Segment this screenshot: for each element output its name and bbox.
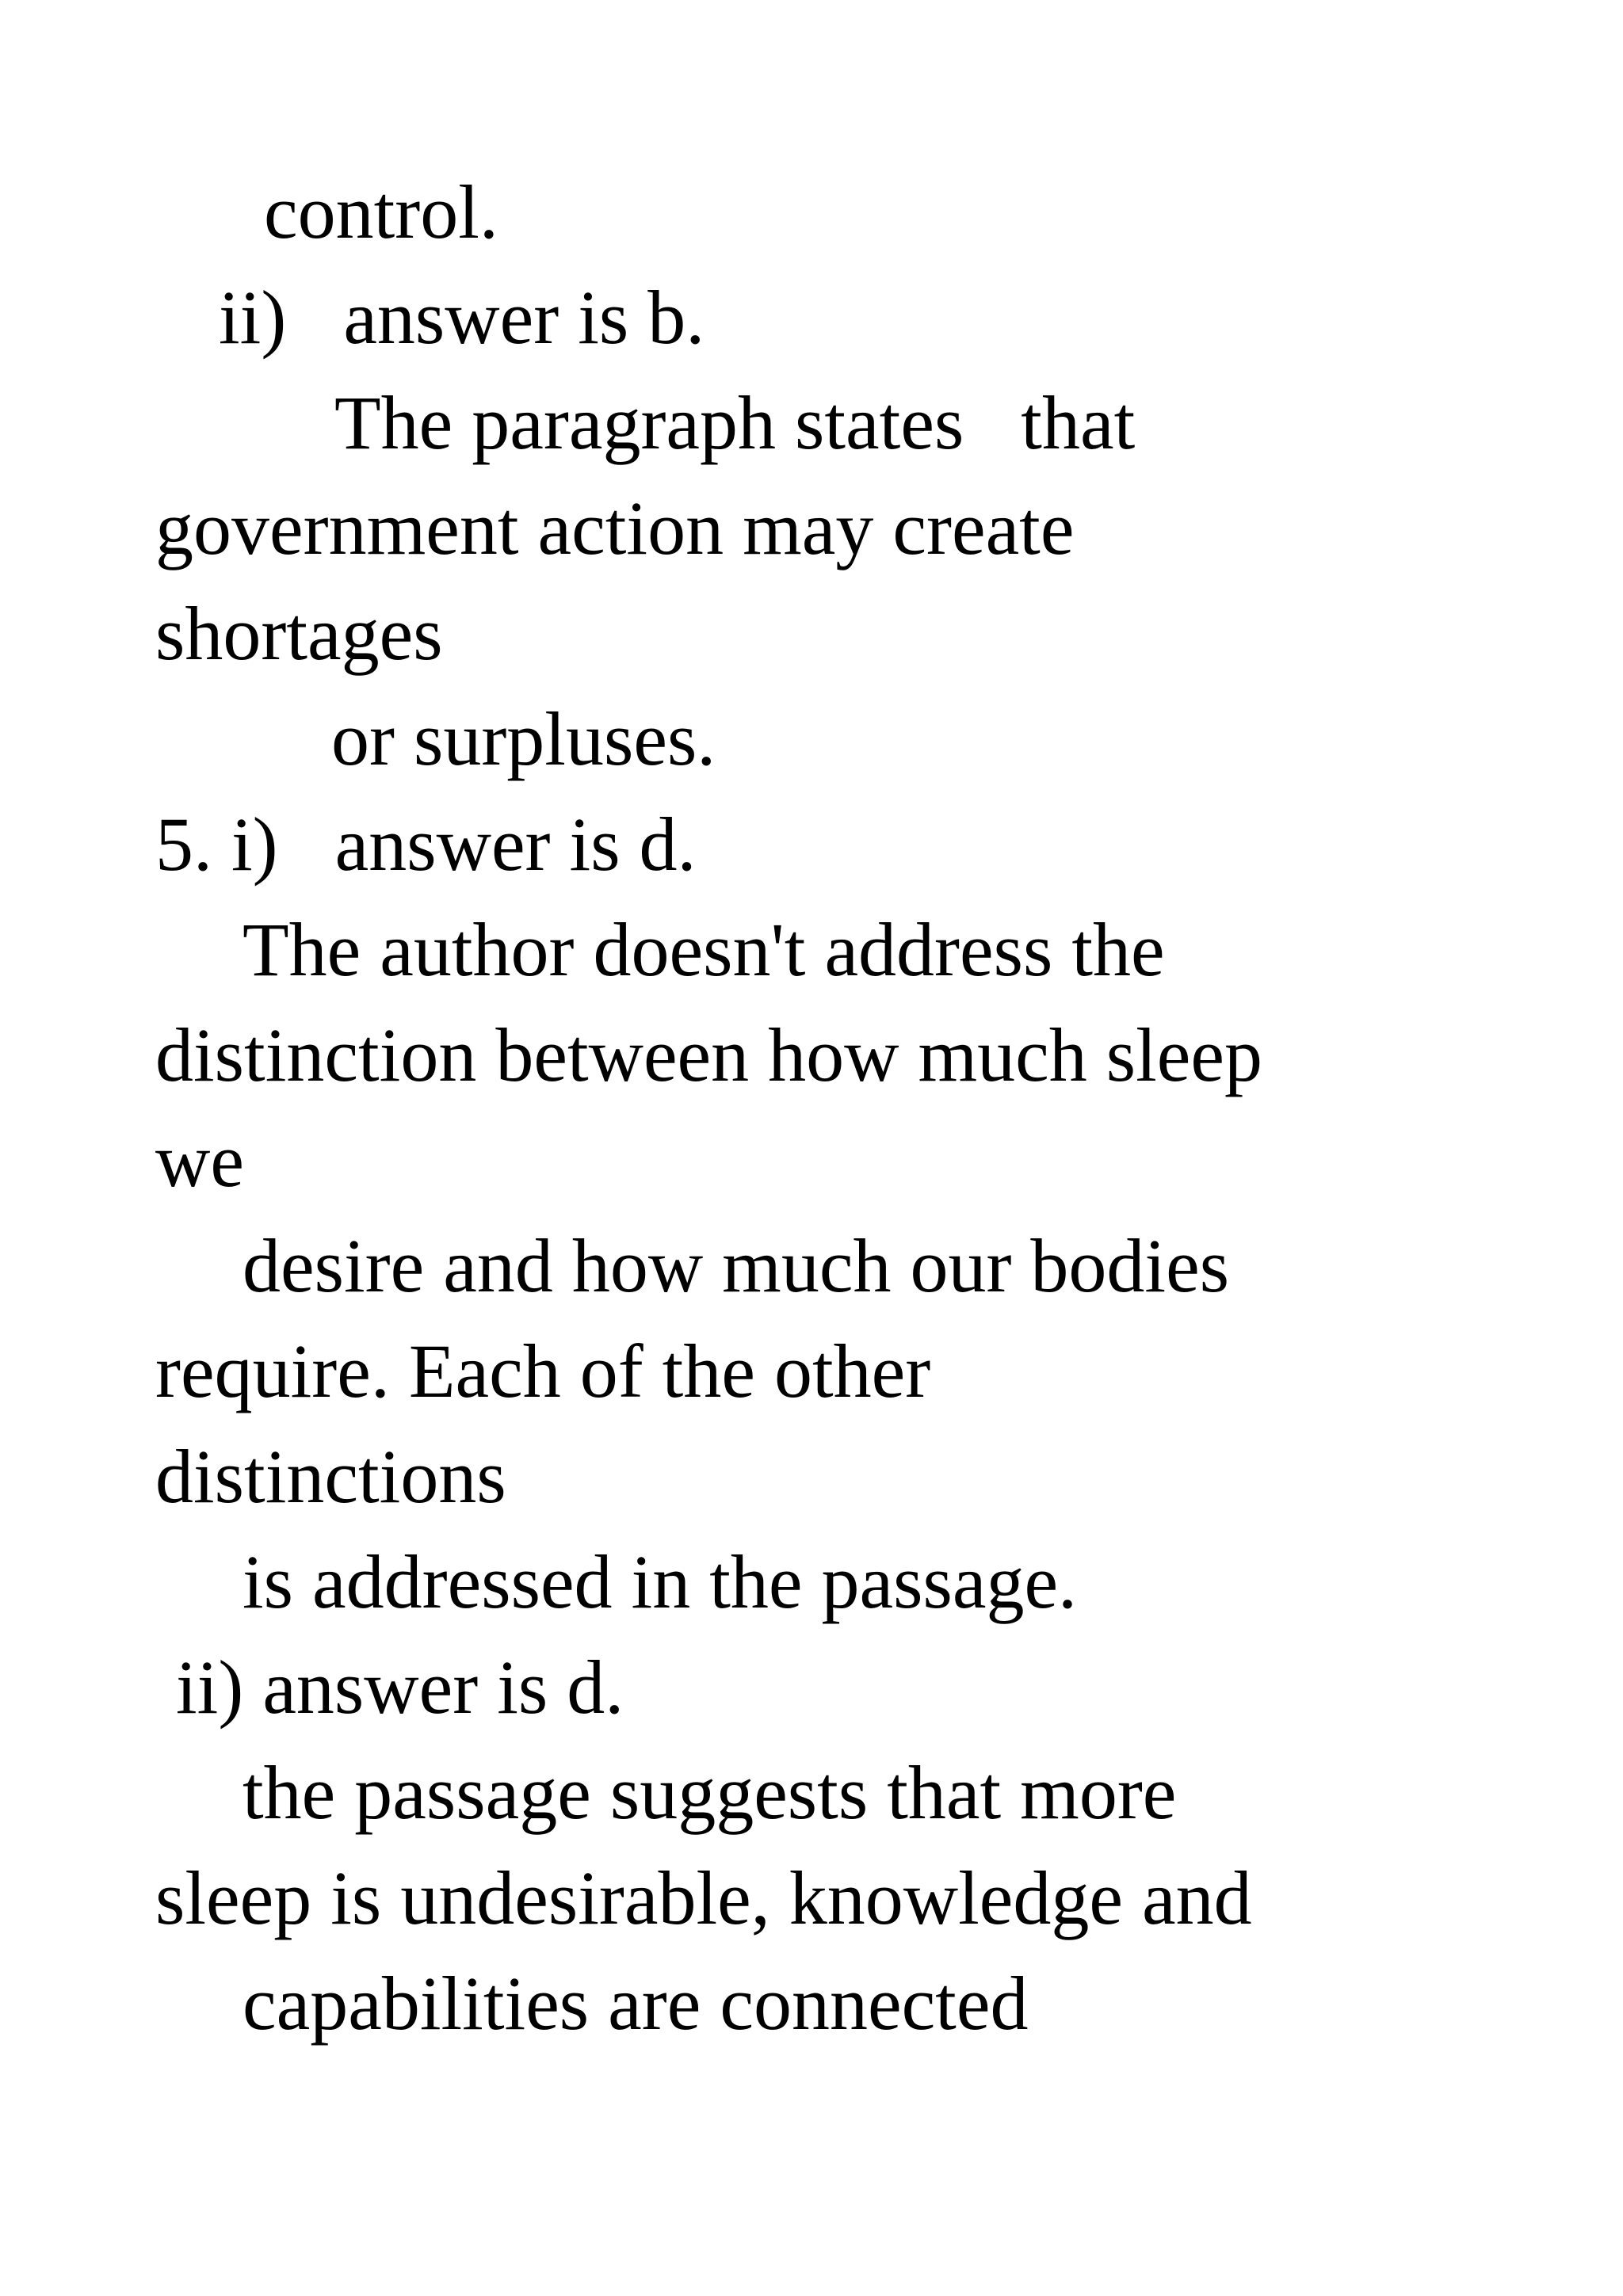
text-line: desire and how much our bodies [242, 1223, 1230, 1308]
text-line: government action may create [155, 486, 1075, 570]
text-line: ii) answer is b. [219, 275, 705, 360]
text-line: sleep is undesirable, knowledge and [155, 1855, 1252, 1940]
text-line: ii) answer is d. [176, 1645, 624, 1730]
text-line: the passage suggests that more [242, 1750, 1177, 1835]
text-line: control. [264, 170, 498, 254]
text-line: 5. i) answer is d. [155, 802, 697, 887]
text-line: distinctions [155, 1434, 506, 1519]
text-line: distinction between how much sleep [155, 1013, 1263, 1097]
text-line: capabilities are connected [242, 1961, 1029, 2046]
text-line: shortages [155, 591, 443, 676]
text-line: is addressed in the passage. [242, 1539, 1078, 1624]
text-line: or surpluses. [331, 696, 716, 781]
text-line: The author doesn't address the [242, 907, 1165, 992]
text-line: require. Each of the other [155, 1329, 931, 1413]
text-line: we [155, 1118, 244, 1203]
text-line: The paragraph states that [334, 380, 1136, 465]
